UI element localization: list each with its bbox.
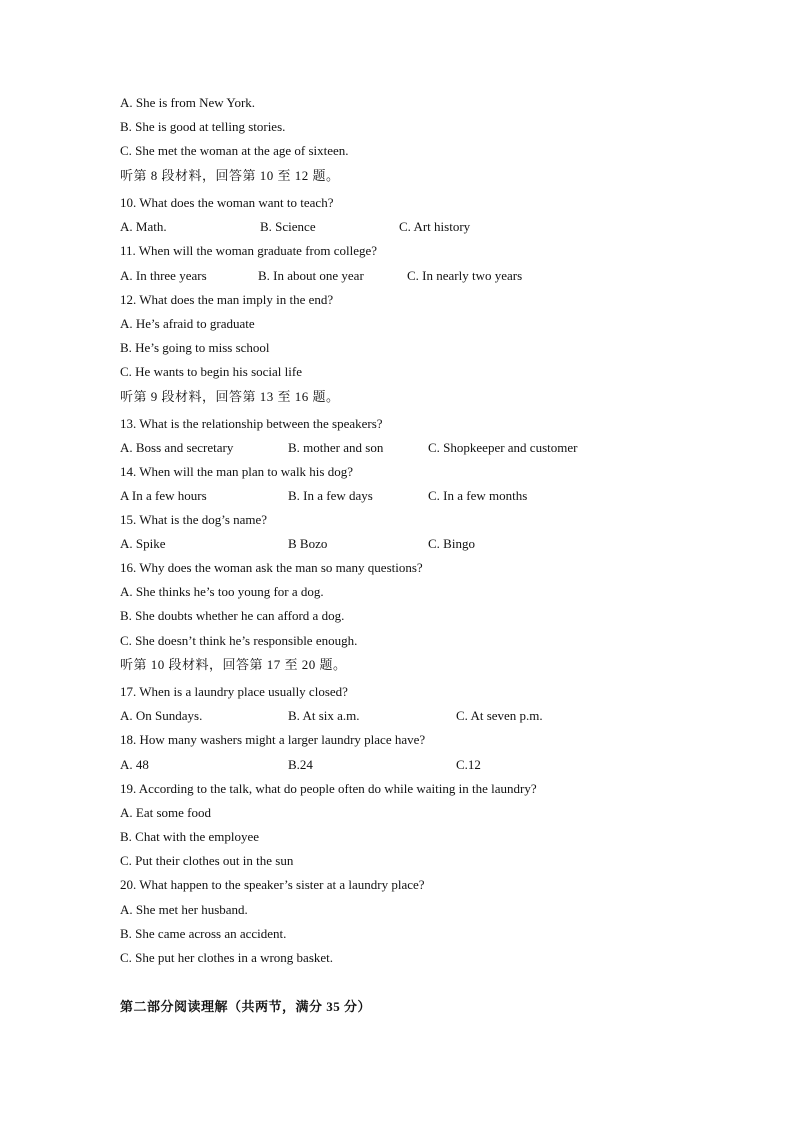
q10-option-c: C. Art history — [399, 219, 471, 234]
q14-option-c: C. In a few months — [428, 488, 528, 503]
q11-option-a: A. In three years — [120, 268, 207, 283]
q20-option-a: A. She met her husband. — [120, 902, 248, 917]
q16-option-a: A. She thinks he’s too young for a dog. — [120, 584, 324, 599]
q13-option-c: C. Shopkeeper and customer — [428, 440, 578, 455]
q19-question: 19. According to the talk, what do people often do while waiting in the laundry? — [120, 781, 537, 796]
q15-option-b: B Bozo — [288, 536, 328, 551]
q10-option-a: A. Math. — [120, 219, 167, 234]
q16-option-c: C. She doesn’t think he’s responsible enough. — [120, 633, 358, 648]
q13-option-a: A. Boss and secretary — [120, 440, 234, 455]
q16-option-b: B. She doubts whether he can afford a dog. — [120, 608, 345, 623]
section-8-heading: 听第 8 段材料，回答第 10 至 12 题。 — [120, 168, 340, 183]
section-10-heading: 听第 10 段材料，回答第 17 至 20 题。 — [120, 657, 347, 672]
q18-option-a: A. 48 — [120, 757, 149, 772]
q14-option-a: A In a few hours — [120, 488, 207, 503]
q20-option-c: C. She put her clothes in a wrong basket. — [120, 950, 334, 965]
q18-question: 18. How many washers might a larger laundry place have? — [120, 732, 426, 747]
q12-option-b: B. He’s going to miss school — [120, 340, 270, 355]
q13-option-b: B. mother and son — [288, 440, 384, 455]
q9-option-b: B. She is good at telling stories. — [120, 119, 286, 134]
q20-option-b: B. She came across an accident. — [120, 926, 287, 941]
q12-question: 12. What does the man imply in the end? — [120, 292, 334, 307]
q15-question: 15. What is the dog’s name? — [120, 512, 268, 527]
q10-question: 10. What does the woman want to teach? — [120, 195, 334, 210]
q16-question: 16. Why does the woman ask the man so many questions? — [120, 560, 423, 575]
q14-question: 14. When will the man plan to walk his dog? — [120, 464, 353, 479]
q19-option-c: C. Put their clothes out in the sun — [120, 853, 294, 868]
q11-option-b: B. In about one year — [258, 268, 364, 283]
q18-option-b: B.24 — [288, 757, 313, 772]
q18-option-c: C.12 — [456, 757, 481, 772]
q17-question: 17. When is a laundry place usually closed? — [120, 684, 348, 699]
q19-option-b: B. Chat with the employee — [120, 829, 260, 844]
q15-option-a: A. Spike — [120, 536, 166, 551]
section-9-heading: 听第 9 段材料，回答第 13 至 16 题。 — [120, 389, 340, 404]
q11-option-c: C. In nearly two years — [407, 268, 523, 283]
part2-title: 第二部分阅读理解（共两节，满分 35 分） — [120, 999, 372, 1014]
q14-option-b: B. In a few days — [288, 488, 373, 503]
q20-question: 20. What happen to the speaker’s sister at a laundry place? — [120, 877, 425, 892]
q15-option-c: C. Bingo — [428, 536, 475, 551]
q9-option-c: C. She met the woman at the age of sixteen. — [120, 143, 349, 158]
q17-option-a: A. On Sundays. — [120, 708, 203, 723]
q13-question: 13. What is the relationship between the speakers? — [120, 416, 383, 431]
q10-option-b: B. Science — [260, 219, 316, 234]
q11-question: 11. When will the woman graduate from college? — [120, 243, 378, 258]
q17-option-c: C. At seven p.m. — [456, 708, 543, 723]
q12-option-a: A. He’s afraid to graduate — [120, 316, 255, 331]
q17-option-b: B. At six a.m. — [288, 708, 360, 723]
q9-option-a: A. She is from New York. — [120, 95, 256, 110]
q19-option-a: A. Eat some food — [120, 805, 211, 820]
q12-option-c: C. He wants to begin his social life — [120, 364, 302, 379]
